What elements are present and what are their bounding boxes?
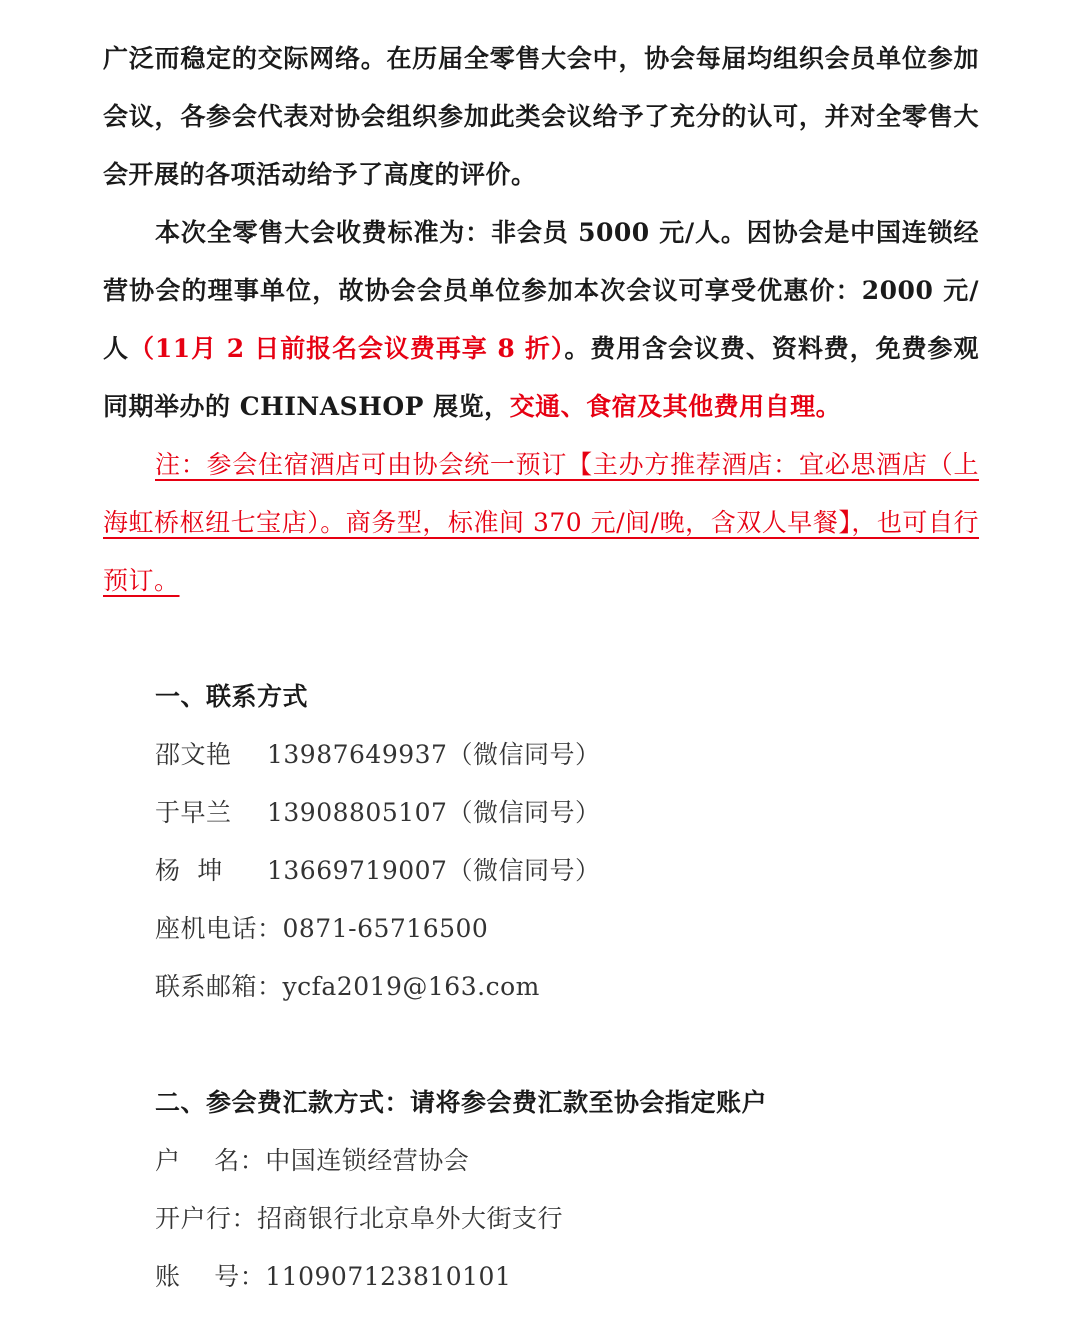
contact-phone: 13987649937（微信同号） — [267, 740, 601, 769]
account-name-line: 户 名：中国连锁经营协会 — [155, 1146, 470, 1175]
fee-paragraph — [103, 204, 979, 436]
section-spacer — [103, 1016, 979, 1074]
hotel-note-text: 注：参会住宿酒店可由协会统一预订【主办方推荐酒店：宜必思酒店（上海虹桥枢纽七宝店）。商务型，标准间 370 元/间/晚，含双人早餐】，也可自行预订。 — [103, 450, 979, 595]
contact-line — [103, 842, 979, 900]
self-pay-text: 交通、食宿及其他费用自理。 — [509, 392, 842, 421]
intro-text: 广泛而稳定的交际网络。在历届全零售大会中，协会每届均组织会员单位参加会议，各参会代表对协会组织参加此类会议给予了充分的认可，并对全零售大会开展的各项活动给予了高度的评价。 — [103, 44, 979, 189]
contact-phone: 13669719007（微信同号） — [267, 856, 601, 885]
fee-text-part2: 。费用含会议费、资料费，免费参观同期举办的 CHINASHOP 展览， — [103, 334, 979, 421]
contact-line — [103, 784, 979, 842]
account-number-line: 账 号：110907123810101 — [155, 1262, 512, 1291]
payment-heading: 二、参会费汇款方式：请将参会费汇款至协会指定账户 — [155, 1088, 768, 1117]
contact-heading: 一、联系方式 — [155, 682, 309, 711]
early-discount-text: （11月 2 日前报名会议费再享 8 折） — [128, 334, 565, 363]
email-line: 联系邮箱：ycfa2019@163.com — [155, 972, 540, 1001]
section-spacer — [103, 610, 979, 668]
landline-line: 座机电话：0871-65716500 — [155, 914, 489, 943]
intro-paragraph — [103, 30, 979, 204]
contact-name: 于早兰 — [155, 798, 232, 827]
fee-text-part1: 本次全零售大会收费标准为：非会员 5000 元/人。因协会是中国连锁经营协会的理事单位，故协会会员单位参加本次会议可享受优惠价：2000 元/人 — [103, 218, 979, 363]
contact-name: 杨 坤 — [155, 856, 223, 885]
contact-name: 邵文艳 — [155, 740, 232, 769]
contact-phone: 13908805107（微信同号） — [267, 798, 601, 827]
contact-line — [103, 726, 979, 784]
document-page — [103, 30, 979, 1306]
bank-line: 开户行：招商银行北京阜外大街支行 — [155, 1204, 564, 1233]
hotel-note — [103, 436, 979, 610]
